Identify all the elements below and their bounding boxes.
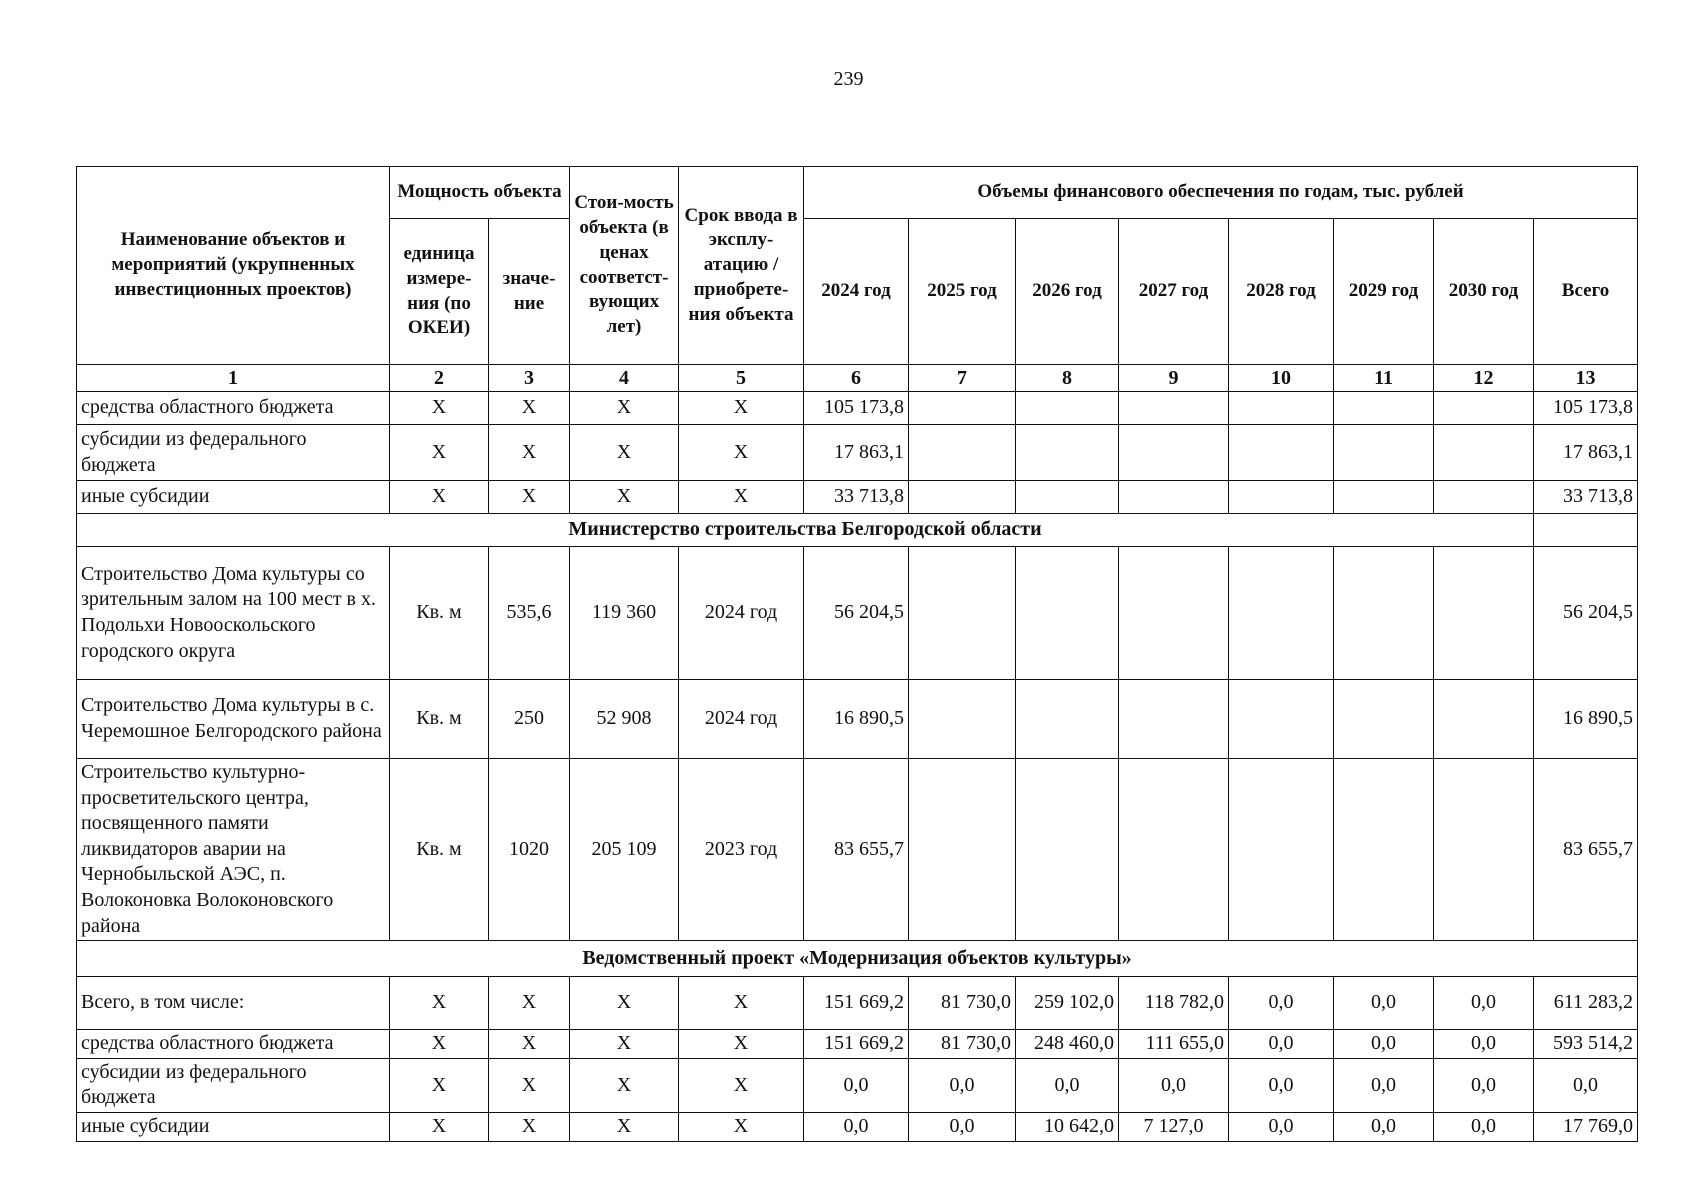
cell-2029 — [1334, 481, 1434, 514]
cell-total: 16 890,5 — [1534, 680, 1638, 759]
header-year-2026: 2026 год — [1016, 219, 1119, 365]
col-number: 5 — [679, 365, 804, 392]
cell-2027: 111 655,0 — [1119, 1030, 1229, 1059]
cell-2027: 118 782,0 — [1119, 977, 1229, 1030]
row-cost: Х — [570, 1112, 679, 1141]
cell-total: 17 863,1 — [1534, 425, 1638, 481]
row-term: 2024 год — [679, 547, 804, 680]
cell-2028 — [1229, 680, 1334, 759]
row-value: Х — [489, 977, 570, 1030]
cell-2027: 7 127,0 — [1119, 1112, 1229, 1141]
row-name: иные субсидии — [77, 481, 390, 514]
row-value: 1020 — [489, 759, 570, 941]
header-year-2030: 2030 год — [1434, 219, 1534, 365]
cell-2030 — [1434, 547, 1534, 680]
cell-2030 — [1434, 759, 1534, 941]
row-cost: Х — [570, 481, 679, 514]
table-row — [77, 759, 1638, 941]
cell-2026 — [1016, 680, 1119, 759]
cell-2024: 0,0 — [804, 1058, 909, 1112]
header-year-2027: 2027 год — [1119, 219, 1229, 365]
cell-2030 — [1434, 425, 1534, 481]
section-title: Ведомственный проект «Модернизация объектов культуры» — [77, 941, 1638, 977]
cell-2024: 151 669,2 — [804, 1030, 909, 1059]
cell-2026: 259 102,0 — [1016, 977, 1119, 1030]
header-financing: Объемы финансового обеспечения по годам, тыс. рублей — [804, 167, 1638, 219]
cell-2027 — [1119, 481, 1229, 514]
row-term: Х — [679, 977, 804, 1030]
col-number: 2 — [390, 365, 489, 392]
cell-2024: 0,0 — [804, 1112, 909, 1141]
header-year-2028: 2028 год — [1229, 219, 1334, 365]
col-number: 11 — [1334, 365, 1434, 392]
table-row — [77, 977, 1638, 1030]
row-term: Х — [679, 481, 804, 514]
cell-2028: 0,0 — [1229, 977, 1334, 1030]
table-row — [77, 1112, 1638, 1141]
cell-2029: 0,0 — [1334, 1030, 1434, 1059]
row-unit: Кв. м — [390, 680, 489, 759]
row-value: Х — [489, 1030, 570, 1059]
section-total-cell — [1534, 514, 1638, 547]
cell-2029: 0,0 — [1334, 977, 1434, 1030]
col-number: 9 — [1119, 365, 1229, 392]
table-row — [77, 1058, 1638, 1112]
table-row — [77, 392, 1638, 425]
cell-2024: 151 669,2 — [804, 977, 909, 1030]
cell-2025: 81 730,0 — [909, 977, 1016, 1030]
cell-2028: 0,0 — [1229, 1112, 1334, 1141]
cell-2026 — [1016, 547, 1119, 680]
cell-2029 — [1334, 425, 1434, 481]
cell-2028 — [1229, 759, 1334, 941]
row-value: Х — [489, 481, 570, 514]
row-cost: Х — [570, 392, 679, 425]
row-cost: 52 908 — [570, 680, 679, 759]
row-term: Х — [679, 1030, 804, 1059]
header-unit: единица измере-ния (по ОКЕИ) — [390, 219, 489, 365]
row-value: 535,6 — [489, 547, 570, 680]
row-name: субсидии из федерального бюджета — [77, 1058, 390, 1112]
cell-2026 — [1016, 759, 1119, 941]
row-name: иные субсидии — [77, 1112, 390, 1141]
cell-2025 — [909, 392, 1016, 425]
row-name: Всего, в том числе: — [77, 977, 390, 1030]
cell-2028 — [1229, 481, 1334, 514]
cell-2027 — [1119, 680, 1229, 759]
cell-2029: 0,0 — [1334, 1058, 1434, 1112]
cell-2025: 0,0 — [909, 1058, 1016, 1112]
cell-2028: 0,0 — [1229, 1058, 1334, 1112]
cell-total: 56 204,5 — [1534, 547, 1638, 680]
row-unit: Х — [390, 1030, 489, 1059]
header-year-2029: 2029 год — [1334, 219, 1434, 365]
cell-2025 — [909, 425, 1016, 481]
cell-2024: 56 204,5 — [804, 547, 909, 680]
cell-2024: 105 173,8 — [804, 392, 909, 425]
row-cost: Х — [570, 425, 679, 481]
row-cost: Х — [570, 1058, 679, 1112]
cell-2026: 10 642,0 — [1016, 1112, 1119, 1141]
col-number: 12 — [1434, 365, 1534, 392]
cell-total: 33 713,8 — [1534, 481, 1638, 514]
row-value: Х — [489, 392, 570, 425]
cell-2030: 0,0 — [1434, 1030, 1534, 1059]
cell-total: 83 655,7 — [1534, 759, 1638, 941]
cell-2028 — [1229, 547, 1334, 680]
col-number: 7 — [909, 365, 1016, 392]
row-value: 250 — [489, 680, 570, 759]
row-name: Строительство культурно-просветительского центра, посвященного памяти ликвидаторов аварии на Чернобыльской АЭС, п. Волоконовка Волоконовского района — [77, 759, 390, 941]
cell-2025 — [909, 547, 1016, 680]
col-number: 4 — [570, 365, 679, 392]
row-unit: Х — [390, 977, 489, 1030]
cell-2029 — [1334, 547, 1434, 680]
cell-total: 17 769,0 — [1534, 1112, 1638, 1141]
row-cost: 119 360 — [570, 547, 679, 680]
cell-2025: 81 730,0 — [909, 1030, 1016, 1059]
page-number: 239 — [833, 68, 864, 90]
col-number: 10 — [1229, 365, 1334, 392]
row-unit: Кв. м — [390, 547, 489, 680]
cell-2024: 33 713,8 — [804, 481, 909, 514]
header-cost: Стои-мость объекта (в ценах соответст-вующих лет) — [570, 167, 679, 365]
cell-2030: 0,0 — [1434, 1112, 1534, 1141]
cell-total: 593 514,2 — [1534, 1030, 1638, 1059]
row-cost: Х — [570, 1030, 679, 1059]
table-row — [77, 547, 1638, 680]
cell-2025 — [909, 680, 1016, 759]
cell-2026 — [1016, 425, 1119, 481]
cell-2026: 248 460,0 — [1016, 1030, 1119, 1059]
cell-2027 — [1119, 392, 1229, 425]
cell-2030: 0,0 — [1434, 977, 1534, 1030]
header-total: Всего — [1534, 219, 1638, 365]
row-term: Х — [679, 1112, 804, 1141]
cell-2024: 17 863,1 — [804, 425, 909, 481]
row-cost: Х — [570, 977, 679, 1030]
cell-2029 — [1334, 680, 1434, 759]
row-unit: Х — [390, 1058, 489, 1112]
section-row — [77, 941, 1638, 977]
row-name: средства областного бюджета — [77, 392, 390, 425]
section-title: Министерство строительства Белгородской области — [77, 514, 1534, 547]
cell-2028 — [1229, 425, 1334, 481]
row-term: Х — [679, 425, 804, 481]
header-capacity: Мощность объекта — [390, 167, 570, 219]
financing-table — [76, 166, 1638, 1142]
row-term: 2024 год — [679, 680, 804, 759]
row-value: Х — [489, 1058, 570, 1112]
cell-2026 — [1016, 481, 1119, 514]
cell-2027 — [1119, 759, 1229, 941]
row-unit: Х — [390, 425, 489, 481]
row-cost: 205 109 — [570, 759, 679, 941]
cell-2027 — [1119, 547, 1229, 680]
cell-2027: 0,0 — [1119, 1058, 1229, 1112]
cell-2030: 0,0 — [1434, 1058, 1534, 1112]
col-number: 3 — [489, 365, 570, 392]
cell-total: 105 173,8 — [1534, 392, 1638, 425]
col-number: 6 — [804, 365, 909, 392]
table-row — [77, 680, 1638, 759]
cell-2024: 83 655,7 — [804, 759, 909, 941]
row-term: Х — [679, 392, 804, 425]
row-name: Строительство Дома культуры со зрительным залом на 100 мест в х. Подольхи Новооскольского городского округа — [77, 547, 390, 680]
row-term: 2023 год — [679, 759, 804, 941]
cell-2025: 0,0 — [909, 1112, 1016, 1141]
header-value: значе-ние — [489, 219, 570, 365]
cell-2024: 16 890,5 — [804, 680, 909, 759]
cell-2030 — [1434, 481, 1534, 514]
cell-2027 — [1119, 425, 1229, 481]
row-value: Х — [489, 425, 570, 481]
col-number: 13 — [1534, 365, 1638, 392]
cell-2028 — [1229, 392, 1334, 425]
col-number: 8 — [1016, 365, 1119, 392]
row-unit: Х — [390, 392, 489, 425]
table-row — [77, 425, 1638, 481]
row-name: субсидии из федерального бюджета — [77, 425, 390, 481]
row-term: Х — [679, 1058, 804, 1112]
cell-2029 — [1334, 759, 1434, 941]
cell-2025 — [909, 759, 1016, 941]
cell-2029: 0,0 — [1334, 1112, 1434, 1141]
header-term: Срок ввода в эксплу-атацию / приобрете-ния объекта — [679, 167, 804, 365]
header-name: Наименование объектов и мероприятий (укрупненных инвестиционных проектов) — [77, 167, 390, 365]
table-row — [77, 481, 1638, 514]
cell-total: 0,0 — [1534, 1058, 1638, 1112]
row-name: Строительство Дома культуры в с. Черемошное Белгородского района — [77, 680, 390, 759]
row-unit: Х — [390, 481, 489, 514]
row-unit: Х — [390, 1112, 489, 1141]
cell-2025 — [909, 481, 1016, 514]
cell-2028: 0,0 — [1229, 1030, 1334, 1059]
row-name: средства областного бюджета — [77, 1030, 390, 1059]
cell-2029 — [1334, 392, 1434, 425]
cell-2030 — [1434, 680, 1534, 759]
header-year-2025: 2025 год — [909, 219, 1016, 365]
cell-2030 — [1434, 392, 1534, 425]
section-row — [77, 514, 1638, 547]
cell-2026: 0,0 — [1016, 1058, 1119, 1112]
row-value: Х — [489, 1112, 570, 1141]
col-number: 1 — [77, 365, 390, 392]
cell-total: 611 283,2 — [1534, 977, 1638, 1030]
header-year-2024: 2024 год — [804, 219, 909, 365]
table-row — [77, 1030, 1638, 1059]
cell-2026 — [1016, 392, 1119, 425]
row-unit: Кв. м — [390, 759, 489, 941]
